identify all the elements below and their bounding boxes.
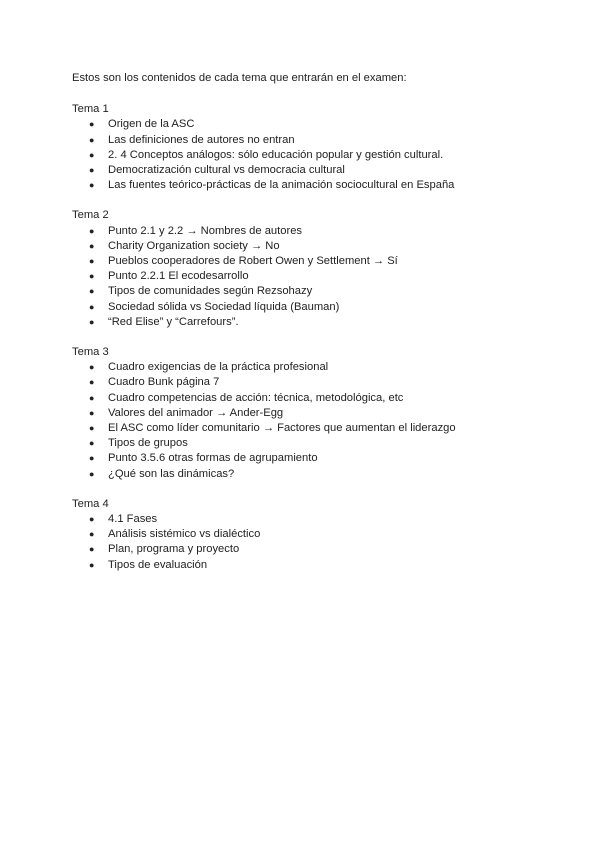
list-item xyxy=(72,239,542,254)
bullet-icon: ● xyxy=(89,423,95,434)
sections-container xyxy=(72,102,542,573)
list-item-text: Punto 2.1 y 2.2 → Nombres de autores xyxy=(108,224,303,237)
list-item xyxy=(72,406,542,421)
list-item xyxy=(72,360,542,375)
bullet-icon: ● xyxy=(89,468,95,479)
bullet-list xyxy=(72,224,542,330)
list-item xyxy=(72,148,542,163)
list-item xyxy=(72,315,542,330)
list-item-text: Análisis sistémico vs dialéctico xyxy=(108,528,261,541)
bullet-icon: ● xyxy=(89,149,95,160)
bullet-icon: ● xyxy=(89,453,95,464)
list-item-text: Sociedad sólida vs Sociedad líquida (Bauman) xyxy=(108,300,340,313)
list-item xyxy=(72,451,542,466)
bullet-icon: ● xyxy=(89,225,95,236)
intro-text: Estos son los contenidos de cada tema que entrarán en el examen: xyxy=(72,72,407,84)
bullet-icon: ● xyxy=(89,286,95,297)
list-item-text: Cuadro Bunk página 7 xyxy=(108,376,220,389)
list-item-text: Tipos de evaluación xyxy=(108,558,208,571)
list-item-text: ¿Qué son las dinámicas? xyxy=(108,467,235,480)
bullet-icon: ● xyxy=(89,362,95,373)
list-item-text: Tipos de grupos xyxy=(108,437,188,450)
list-item xyxy=(72,391,542,406)
bullet-icon: ● xyxy=(89,165,95,176)
list-item-text: Las fuentes teórico-prácticas de la animación sociocultural en España xyxy=(108,179,455,192)
list-item xyxy=(72,269,542,284)
list-item-text: Plan, programa y proyecto xyxy=(108,543,240,556)
bullet-icon: ● xyxy=(89,514,95,525)
list-item-text: Cuadro competencias de acción: técnica, metodológica, etc xyxy=(108,391,404,404)
section-tema-2 xyxy=(72,208,542,330)
list-item-text: Democratización cultural vs democracia cultural xyxy=(108,164,345,177)
bullet-icon: ● xyxy=(89,180,95,191)
bullet-icon: ● xyxy=(89,240,95,251)
bullet-icon: ● xyxy=(89,407,95,418)
bullet-icon: ● xyxy=(89,438,95,449)
bullet-list xyxy=(72,360,542,482)
list-item-text: Origen de la ASC xyxy=(108,118,195,131)
list-item xyxy=(72,527,542,542)
section-tema-4 xyxy=(72,497,542,573)
list-item xyxy=(72,512,542,527)
list-item-text: Valores del animador → Ander-Egg xyxy=(108,406,284,419)
bullet-list xyxy=(72,512,542,573)
list-item-text: Las definiciones de autores no entran xyxy=(108,133,295,146)
list-item xyxy=(72,224,542,239)
bullet-icon: ● xyxy=(89,271,95,282)
list-item xyxy=(72,436,542,451)
list-item-text: Tipos de comunidades según Rezsohazy xyxy=(108,285,313,298)
list-item xyxy=(72,284,542,299)
bullet-icon: ● xyxy=(89,316,95,327)
section-title: Tema 1 xyxy=(72,103,109,116)
bullet-icon: ● xyxy=(89,301,95,312)
bullet-icon: ● xyxy=(89,529,95,540)
list-item xyxy=(72,133,542,148)
list-item-text: Pueblos cooperadores de Robert Owen y Settlement → Sí xyxy=(108,255,398,268)
list-item-text: “Red Elise” y “Carrefours”. xyxy=(108,315,239,328)
section-title: Tema 4 xyxy=(72,497,109,510)
list-item xyxy=(72,178,542,193)
list-item-text: 2. 4 Conceptos análogos: sólo educación popular y gestión cultural. xyxy=(108,148,444,161)
list-item-text: Cuadro exigencias de la práctica profesional xyxy=(108,361,329,374)
bullet-icon: ● xyxy=(89,544,95,555)
section-title: Tema 3 xyxy=(72,346,109,359)
bullet-icon: ● xyxy=(89,559,95,570)
list-item-text: 4.1 Fases xyxy=(108,513,158,526)
list-item xyxy=(72,254,542,269)
list-item xyxy=(72,117,542,132)
section-title: Tema 2 xyxy=(72,209,109,222)
document-content xyxy=(72,71,542,588)
list-item-text: Charity Organization society → No xyxy=(108,239,280,252)
list-item xyxy=(72,467,542,482)
list-item xyxy=(72,163,542,178)
list-item xyxy=(72,542,542,557)
list-item xyxy=(72,300,542,315)
list-item-text: El ASC como líder comunitario → Factores que aumentan el liderazgo xyxy=(108,422,456,435)
section-tema-3 xyxy=(72,345,542,482)
bullet-icon: ● xyxy=(89,119,95,130)
bullet-icon: ● xyxy=(89,392,95,403)
bullet-icon: ● xyxy=(89,256,95,267)
bullet-icon: ● xyxy=(89,134,95,145)
list-item-text: Punto 2.2.1 El ecodesarrollo xyxy=(108,270,249,283)
list-item xyxy=(72,421,542,436)
section-tema-1 xyxy=(72,102,542,193)
list-item xyxy=(72,375,542,390)
list-item-text: Punto 3.5.6 otras formas de agrupamiento xyxy=(108,452,318,465)
bullet-icon: ● xyxy=(89,377,95,388)
bullet-list xyxy=(72,117,542,193)
list-item xyxy=(72,558,542,573)
